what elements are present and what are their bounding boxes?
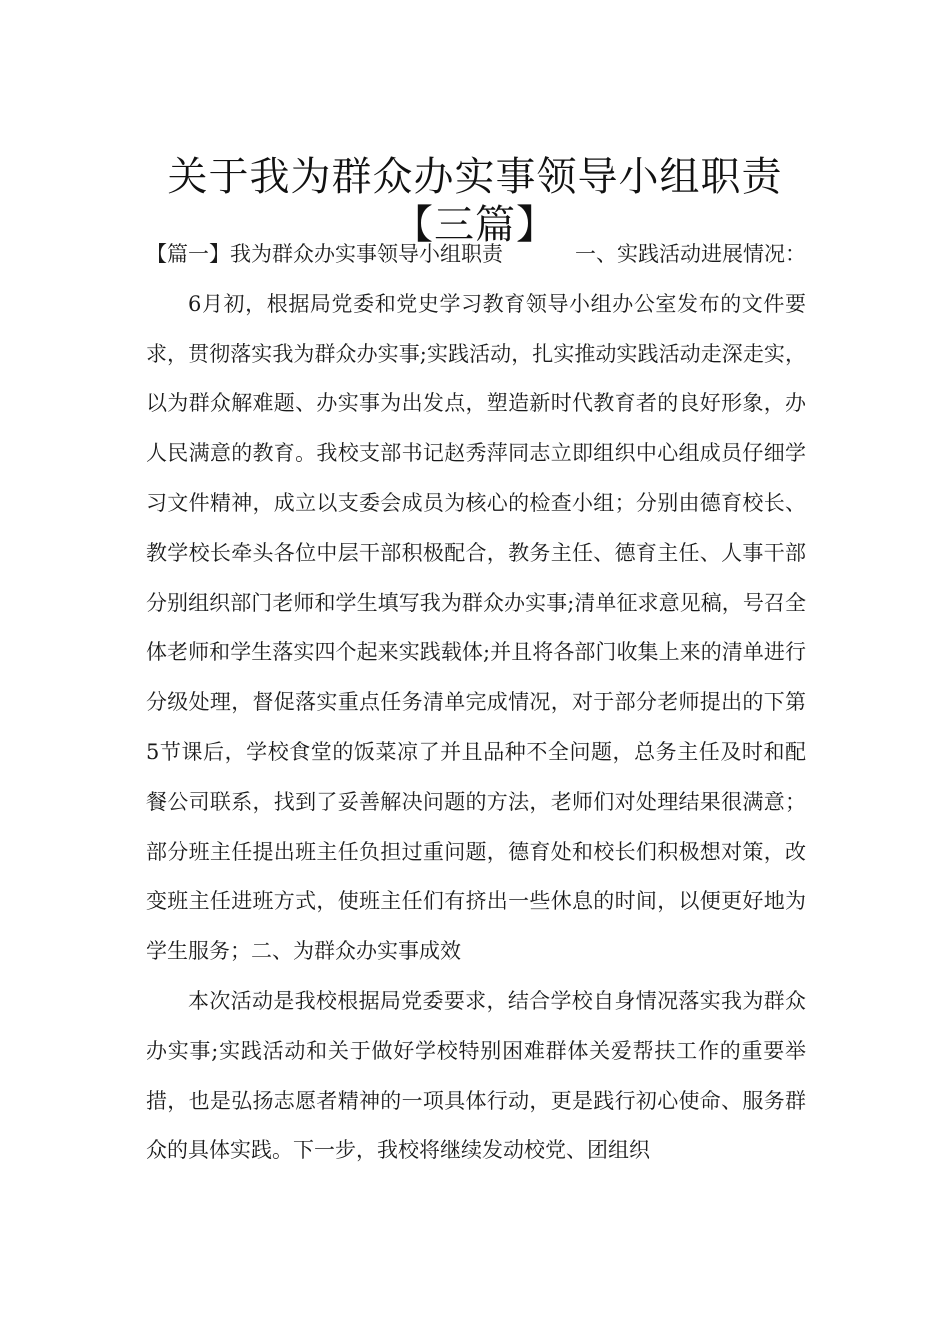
section-heading-right: 一、实践活动进展情况：	[575, 242, 806, 266]
document-body	[146, 230, 806, 1176]
paragraph-2: 本次活动是我校根据局党委要求，结合学校自身情况落实我为群众办实事;实践活动和关于做好学校特别困难群体关爱帮扶工作的重要举措，也是弘扬志愿者精神的一项具体行动，更是践行初心使命、服务群众的具体实践。下一步，我校将继续发动校党、团组织	[146, 988, 806, 1163]
section-heading-left: 【篇一】我为群众办实事领导小组职责	[146, 242, 503, 266]
section-heading	[146, 230, 806, 280]
paragraph-1: 6月初，根据局党委和党史学习教育领导小组办公室发布的文件要求，贯彻落实我为群众办实事;实践活动，扎实推动实践活动走深走实，以为群众解难题、办实事为出发点，塑造新时代教育者的良好形象，办人民满意的教育。我校支部书记赵秀萍同志立即组织中心组成员仔细学习文件精神，成立以支委会成员为核心的检查小组；分别由德育校长、教学校长牵头各位中层干部积极配合，教务主任、德育主任、人事干部分别组织部门老师和学生填写我为群众办实事;清单征求意见稿，号召全体老师和学生落实四个起来实践载体;并且将各部门收集上来的清单进行分级处理，督促落实重点任务清单完成情况，对于部分老师提出的下第5节课后，学校食堂的饭菜凉了并且品种不全问题，总务主任及时和配餐公司联系，找到了妥善解决问题的方法，老师们对处理结果很满意；部分班主任提出班主任负担过重问题，德育处和校长们积极想对策，改变班主任进班方式，使班主任们有挤出一些休息的时间，以便更好地为学生服务；二、为群众办实事成效	[146, 291, 806, 964]
document-title: 关于我为群众办实事领导小组职责【三篇】	[167, 153, 783, 248]
